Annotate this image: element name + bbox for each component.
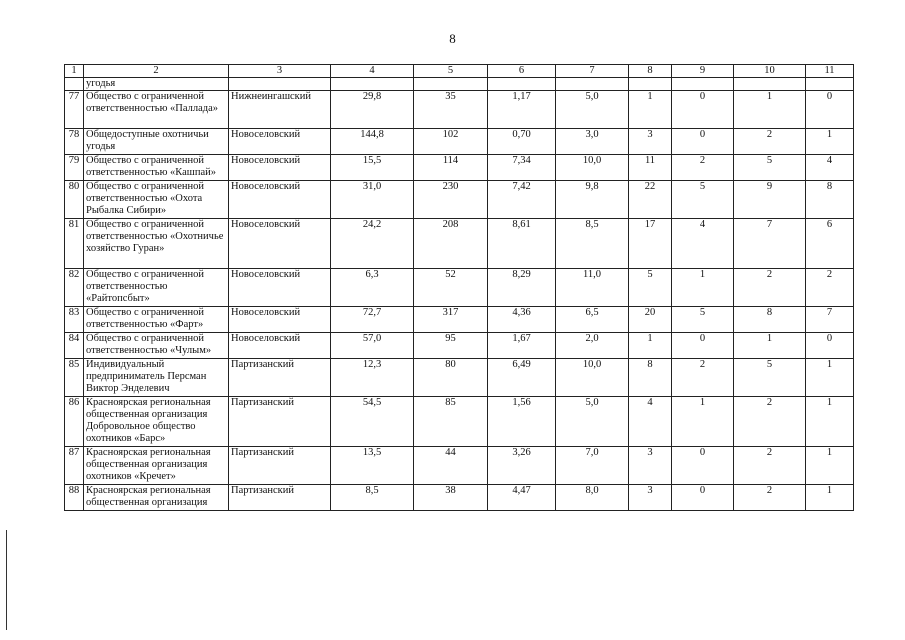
margin-rule [6,530,7,630]
organization-name-cell: Общество с ограниченной ответственностью «Кашпай» [84,155,229,181]
organization-name-cell: Красноярская региональная общественная организация охотников «Кречет» [84,447,229,485]
col7-cell: 8,5 [556,219,629,269]
col10-cell: 2 [734,129,806,155]
table-row [65,129,854,155]
col5-cell: 38 [414,485,488,511]
col4-cell: 57,0 [331,333,414,359]
continuation-name-cell: угодья [84,78,229,91]
col7-cell: 3,0 [556,129,629,155]
col10-cell: 8 [734,307,806,333]
col4-cell: 72,7 [331,307,414,333]
row-number-cell: 87 [65,447,84,485]
col8-cell: 5 [629,269,672,307]
col9-cell: 1 [672,269,734,307]
organization-name-cell: Общество с ограниченной ответственностью «Райтопсбыт» [84,269,229,307]
row-number-cell: 83 [65,307,84,333]
row-number-cell: 78 [65,129,84,155]
col7-cell: 10,0 [556,359,629,397]
col7-cell: 11,0 [556,269,629,307]
col5-cell: 208 [414,219,488,269]
table-row [65,91,854,129]
col5-cell: 35 [414,91,488,129]
table-row [65,307,854,333]
data-table [64,64,854,511]
district-cell: Партизанский [229,447,331,485]
column-header-9: 9 [672,65,734,78]
col5-cell: 80 [414,359,488,397]
row-number-cell: 80 [65,181,84,219]
col11-cell: 4 [806,155,854,181]
col9-cell: 2 [672,359,734,397]
col7-cell: 5,0 [556,91,629,129]
col4-cell: 24,2 [331,219,414,269]
col11-cell: 0 [806,333,854,359]
col10-cell: 7 [734,219,806,269]
col4-cell: 31,0 [331,181,414,219]
col10-cell: 5 [734,155,806,181]
column-header-3: 3 [229,65,331,78]
col5-cell: 230 [414,181,488,219]
table-row [65,447,854,485]
col5-cell: 85 [414,397,488,447]
col11-cell: 2 [806,269,854,307]
row-number-cell: 85 [65,359,84,397]
col10-cell: 2 [734,397,806,447]
col5-cell: 317 [414,307,488,333]
column-header-11: 11 [806,65,854,78]
col4-cell: 8,5 [331,485,414,511]
col9-cell: 1 [672,397,734,447]
district-cell: Партизанский [229,359,331,397]
col6-cell: 4,47 [488,485,556,511]
table-row [65,155,854,181]
col7-cell: 2,0 [556,333,629,359]
column-header-8: 8 [629,65,672,78]
col8-cell: 22 [629,181,672,219]
col6-cell: 1,56 [488,397,556,447]
col6-cell: 8,29 [488,269,556,307]
page-number: 8 [449,31,456,46]
table-row [65,333,854,359]
col11-cell: 1 [806,485,854,511]
col11-cell: 0 [806,91,854,129]
district-cell: Нижнеингашский [229,91,331,129]
col7-cell: 7,0 [556,447,629,485]
col9-cell: 0 [672,91,734,129]
col9-cell: 4 [672,219,734,269]
col11-cell: 1 [806,359,854,397]
col10-cell: 2 [734,447,806,485]
row-number-cell: 88 [65,485,84,511]
col6-cell: 0,70 [488,129,556,155]
organization-name-cell: Общество с ограниченной ответственностью «Охотничье хозяйство Гуран» [84,219,229,269]
district-cell: Новоселовский [229,181,331,219]
district-cell: Новоселовский [229,219,331,269]
column-header-6: 6 [488,65,556,78]
organization-name-cell: Индивидуальный предприниматель Персман Виктор Энделевич [84,359,229,397]
col6-cell: 7,34 [488,155,556,181]
col4-cell: 144,8 [331,129,414,155]
row-number-cell: 81 [65,219,84,269]
col6-cell: 7,42 [488,181,556,219]
col4-cell: 13,5 [331,447,414,485]
col8-cell: 3 [629,129,672,155]
col11-cell: 1 [806,447,854,485]
col6-cell: 1,67 [488,333,556,359]
col9-cell: 0 [672,129,734,155]
district-cell: Новоселовский [229,269,331,307]
col6-cell: 8,61 [488,219,556,269]
column-number-row [65,65,854,78]
table-row [65,269,854,307]
col7-cell: 10,0 [556,155,629,181]
col9-cell: 5 [672,181,734,219]
col10-cell: 5 [734,359,806,397]
column-header-2: 2 [84,65,229,78]
col11-cell: 7 [806,307,854,333]
col7-cell: 8,0 [556,485,629,511]
col11-cell: 8 [806,181,854,219]
col4-cell: 29,8 [331,91,414,129]
column-header-4: 4 [331,65,414,78]
col8-cell: 17 [629,219,672,269]
col9-cell: 5 [672,307,734,333]
col10-cell: 1 [734,333,806,359]
district-cell: Новоселовский [229,155,331,181]
col4-cell: 54,5 [331,397,414,447]
col8-cell: 1 [629,333,672,359]
col6-cell: 3,26 [488,447,556,485]
organization-name-cell: Общество с ограниченной ответственностью «Фарт» [84,307,229,333]
col4-cell: 12,3 [331,359,414,397]
col10-cell: 2 [734,269,806,307]
district-cell: Новоселовский [229,333,331,359]
col6-cell: 1,17 [488,91,556,129]
table-row [65,359,854,397]
col8-cell: 11 [629,155,672,181]
column-header-5: 5 [414,65,488,78]
organization-name-cell: Общество с ограниченной ответственностью «Охота Рыбалка Сибири» [84,181,229,219]
col10-cell: 1 [734,91,806,129]
table-row [65,485,854,511]
table-row [65,219,854,269]
col5-cell: 114 [414,155,488,181]
organization-name-cell: Общество с ограниченной ответственностью «Паллада» [84,91,229,129]
col8-cell: 3 [629,485,672,511]
col8-cell: 8 [629,359,672,397]
row-number-cell: 84 [65,333,84,359]
district-cell: Партизанский [229,485,331,511]
col11-cell: 1 [806,397,854,447]
column-header-10: 10 [734,65,806,78]
organization-name-cell: Общедоступные охотничьи угодья [84,129,229,155]
row-number-cell: 86 [65,397,84,447]
col5-cell: 44 [414,447,488,485]
col7-cell: 5,0 [556,397,629,447]
col11-cell: 1 [806,129,854,155]
col9-cell: 0 [672,485,734,511]
column-header-1: 1 [65,65,84,78]
col8-cell: 3 [629,447,672,485]
col10-cell: 2 [734,485,806,511]
row-number-cell: 82 [65,269,84,307]
col4-cell: 15,5 [331,155,414,181]
col11-cell: 6 [806,219,854,269]
col6-cell: 6,49 [488,359,556,397]
organization-name-cell: Красноярская региональная общественная организация Добровольное общество охотников «Барс» [84,397,229,447]
col8-cell: 20 [629,307,672,333]
row-number-cell: 77 [65,91,84,129]
col5-cell: 52 [414,269,488,307]
col10-cell: 9 [734,181,806,219]
organization-name-cell: Красноярская региональная общественная организация [84,485,229,511]
col6-cell: 4,36 [488,307,556,333]
col9-cell: 0 [672,333,734,359]
continuation-row [65,78,854,91]
table-row [65,181,854,219]
col7-cell: 6,5 [556,307,629,333]
col8-cell: 4 [629,397,672,447]
col5-cell: 95 [414,333,488,359]
table-row [65,397,854,447]
column-header-7: 7 [556,65,629,78]
col4-cell: 6,3 [331,269,414,307]
col9-cell: 2 [672,155,734,181]
col5-cell: 102 [414,129,488,155]
district-cell: Новоселовский [229,129,331,155]
organization-name-cell: Общество с ограниченной ответственностью «Чулым» [84,333,229,359]
col7-cell: 9,8 [556,181,629,219]
row-index-cell [65,78,84,91]
district-cell: Партизанский [229,397,331,447]
row-number-cell: 79 [65,155,84,181]
col8-cell: 1 [629,91,672,129]
district-cell: Новоселовский [229,307,331,333]
col9-cell: 0 [672,447,734,485]
